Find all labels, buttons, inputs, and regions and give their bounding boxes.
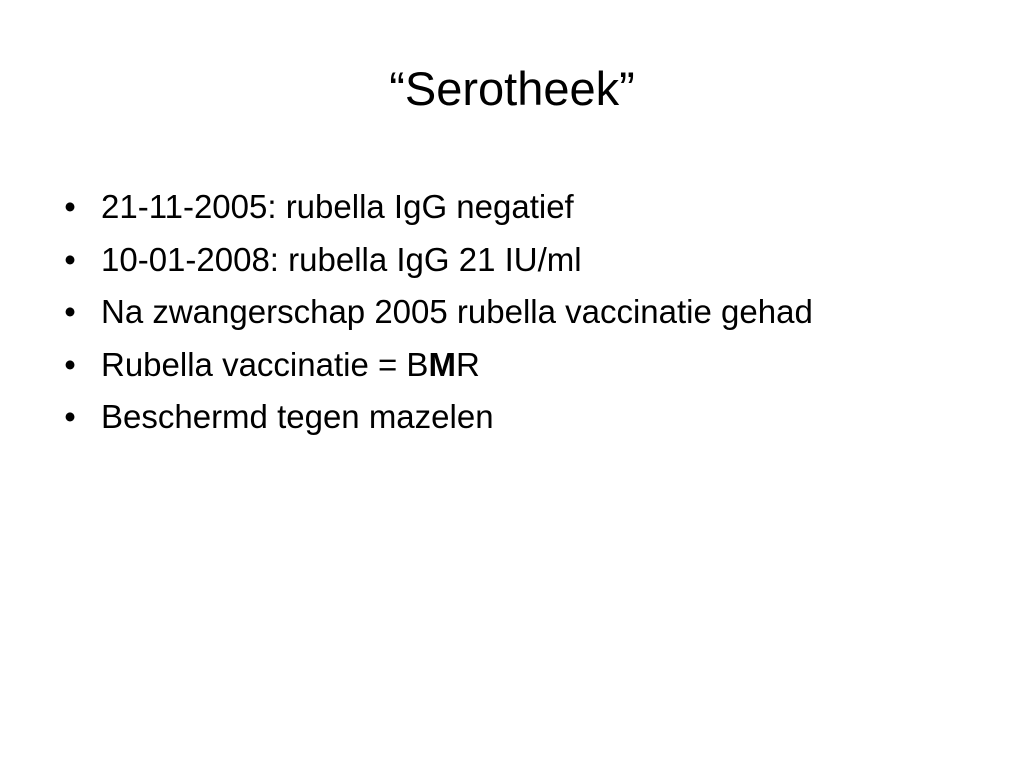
list-item (60, 188, 940, 227)
list-item (60, 398, 940, 437)
slide-title: “Serotheek” (389, 62, 635, 115)
bullet-icon: • (64, 293, 76, 331)
bullet-icon: • (64, 345, 76, 383)
bullet-text: 21-11-2005: rubella IgG negatief (101, 188, 574, 225)
list-item (60, 346, 940, 385)
bullet-text-start: Rubella vaccinatie = B (101, 345, 429, 383)
bullet-icon: • (64, 240, 76, 278)
bullet-icon: • (64, 188, 76, 225)
bullet-text-bold: M (428, 345, 456, 383)
bullet-text: 10-01-2008: rubella IgG 21 IU/ml (101, 240, 582, 278)
list-item (60, 241, 940, 280)
bullet-text: Beschermd tegen mazelen (101, 398, 494, 436)
list-item (60, 293, 940, 332)
bullet-text: Na zwangerschap 2005 rubella vaccinatie gehad (101, 293, 813, 331)
bullet-text-end: R (455, 345, 480, 383)
bullet-text (101, 346, 480, 383)
bullet-list (60, 188, 940, 451)
bullet-icon: • (64, 398, 76, 436)
